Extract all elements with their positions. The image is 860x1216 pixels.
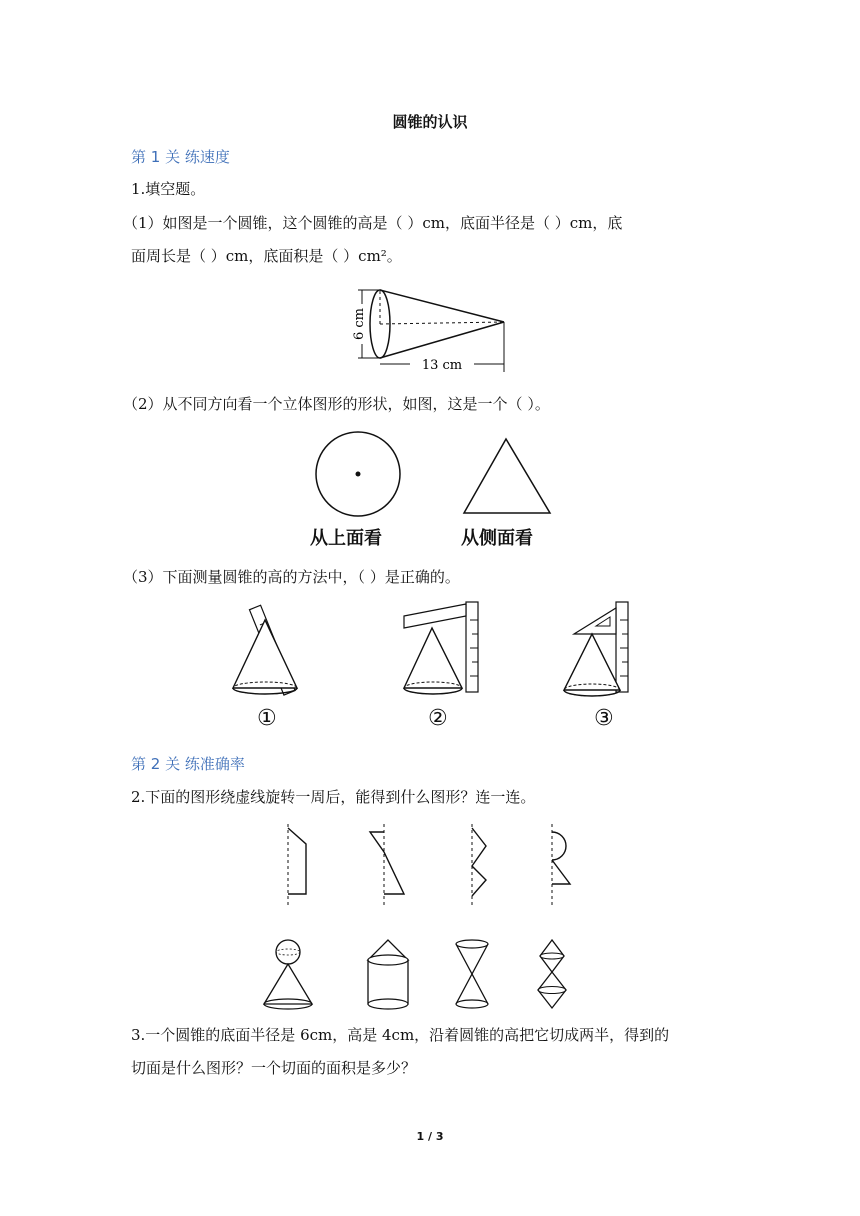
solid-stacked-double-cones [538, 940, 566, 1008]
triangle-shape [464, 439, 550, 513]
question-1-label: 1.填空题。 [131, 180, 206, 198]
page-title: 圆锥的认识 [392, 113, 468, 131]
question-1-part-1-line-2: 面周长是（ ）cm，底面积是（ ）cm²。 [131, 247, 402, 265]
plane-shapes-row [270, 822, 600, 912]
question-1-part-2: （2）从不同方向看一个立体图形的形状，如图，这是一个（ ）。 [123, 395, 550, 413]
cone-shape [404, 628, 462, 688]
option-1-label: ① [257, 706, 277, 731]
option-3-label: ③ [594, 706, 614, 731]
vertical-ruler-shape [466, 602, 478, 692]
question-1-part-3: （3）下面测量圆锥的高的方法中，（ ）是正确的。 [123, 568, 460, 586]
measure-option-1-figure [225, 602, 315, 702]
horizontal-ruler-shape [404, 604, 466, 628]
solid-double-cone-hourglass [456, 940, 488, 1008]
question-2-text: 2.下面的图形绕虚线旋转一周后，能得到什么图形？连一连。 [131, 788, 536, 806]
side-view-figure [460, 435, 555, 517]
side-view-caption: 从侧面看 [461, 528, 533, 549]
height-label: 6 cm [352, 307, 367, 341]
cone-figure [340, 280, 520, 375]
top-view-figure [310, 430, 410, 520]
solid-shapes-row [258, 938, 608, 1014]
question-1-part-1-line-1: （1）如图是一个圆锥，这个圆锥的高是（ ）cm，底面半径是（ ）cm，底 [123, 214, 623, 232]
solid-sphere-cone [264, 940, 312, 1009]
plane-shape-2 [370, 824, 404, 908]
section-1-heading: 第 1 关 练速度 [131, 148, 230, 166]
question-3-line-1: 3.一个圆锥的底面半径是 6cm，高是 4cm，沿着圆锥的高把它切成两半，得到的 [131, 1026, 670, 1044]
plane-shape-4 [552, 824, 570, 908]
vertical-ruler-shape [616, 602, 628, 692]
section-2-heading: 第 2 关 练准确率 [131, 755, 245, 773]
length-label: 13 cm [421, 358, 463, 373]
plane-shape-3 [472, 824, 486, 908]
solid-cone-cylinder [368, 940, 408, 1009]
option-2-label: ② [428, 706, 448, 731]
measure-option-2-figure [398, 600, 488, 700]
top-view-caption: 从上面看 [310, 528, 382, 549]
center-dot [356, 472, 361, 477]
page-number: 1 / 3 [416, 1130, 444, 1143]
cone-shape [233, 620, 297, 688]
plane-shape-1 [288, 824, 306, 908]
measure-option-3-figure [560, 600, 640, 700]
cone-shape [564, 634, 620, 690]
question-3-line-2: 切面是什么图形？一个切面的面积是多少？ [131, 1059, 417, 1077]
